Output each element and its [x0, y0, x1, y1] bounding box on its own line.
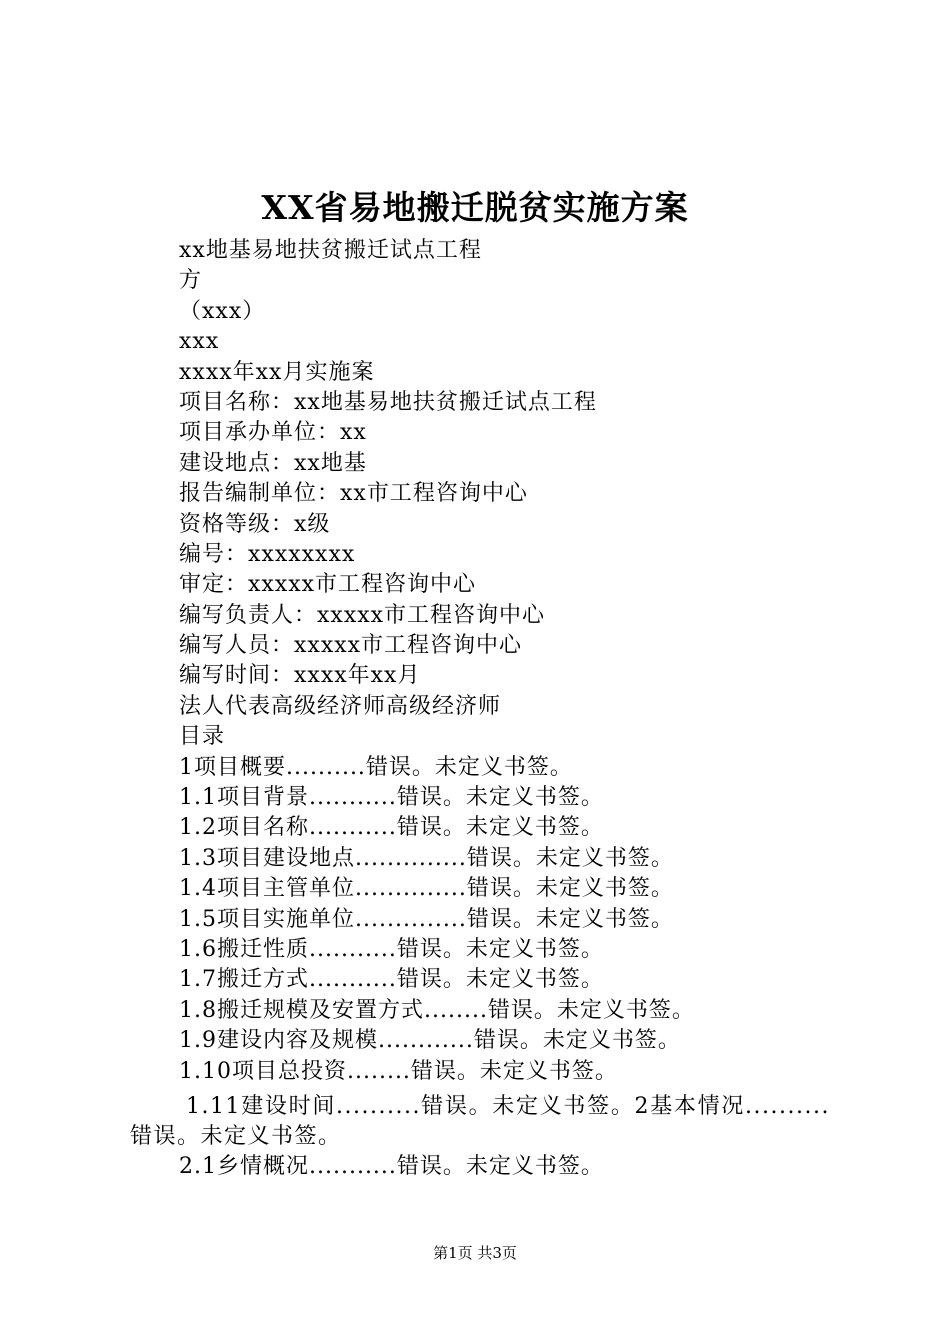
toc-heading: 目录	[179, 724, 226, 750]
page-footer: 第1页 共3页	[433, 1244, 517, 1262]
field-writers: 编写人员：xxxxx市工程咨询中心	[179, 633, 523, 659]
toc-entry: 1.8搬迁规模及安置方式........错误。未定义书签。	[179, 997, 695, 1023]
toc-entry: 1项目概要..........错误。未定义书签。	[179, 754, 573, 780]
toc-entry: 1.4项目主管单位..............错误。未定义书签。	[179, 876, 674, 902]
field-organizer: 项目承办单位：xx	[179, 420, 367, 446]
field-location: 建设地点：xx地基	[179, 450, 367, 476]
field-report-unit: 报告编制单位：xx市工程咨询中心	[179, 481, 528, 507]
document-title: XX省易地搬迁脱贫实施方案	[261, 188, 689, 227]
toc-entry: 1.7搬迁方式...........错误。未定义书签。	[179, 967, 604, 993]
field-qualification: 资格等级：x级	[179, 511, 331, 537]
toc-entry: 1.10项目总投资........错误。未定义书签。	[179, 1058, 618, 1084]
field-number: 编号：xxxxxxxx	[179, 541, 356, 567]
text-line: 方	[179, 268, 203, 294]
toc-entry: 1.5项目实施单位..............错误。未定义书签。	[179, 906, 674, 932]
field-writing-time: 编写时间：xxxx年xx月	[179, 663, 421, 689]
toc-entry-wrapped: 1.11建设时间..........错误。未定义书签。2基本情况..........错误。未定义书签。	[130, 1094, 830, 1150]
date-line: xxxx年xx月实施案	[179, 359, 375, 385]
field-lead-writer: 编写负责人：xxxxx市工程咨询中心	[179, 602, 546, 628]
field-approval: 审定：xxxxx市工程咨询中心	[179, 572, 477, 598]
text-line: xxx	[179, 329, 220, 355]
field-legal-rep: 法人代表高级经济师高级经济师	[179, 693, 502, 719]
document-body	[179, 236, 859, 1087]
toc-entry: 1.6搬迁性质...........错误。未定义书签。	[179, 936, 604, 962]
toc-entry: 1.1项目背景...........错误。未定义书签。	[179, 785, 604, 811]
toc-entry: 1.9建设内容及规模............错误。未定义书签。	[179, 1028, 681, 1054]
toc-entry: 1.3项目建设地点..............错误。未定义书签。	[179, 845, 674, 871]
text-line: （xxx）	[179, 298, 266, 324]
field-project-name: 项目名称：xx地基易地扶贫搬迁试点工程	[179, 389, 597, 415]
project-name-line: xx地基易地扶贫搬迁试点工程	[179, 238, 482, 263]
toc-entry: 2.1乡情概况...........错误。未定义书签。	[179, 1154, 604, 1179]
toc-entry: 1.2项目名称...........错误。未定义书签。	[179, 815, 604, 841]
